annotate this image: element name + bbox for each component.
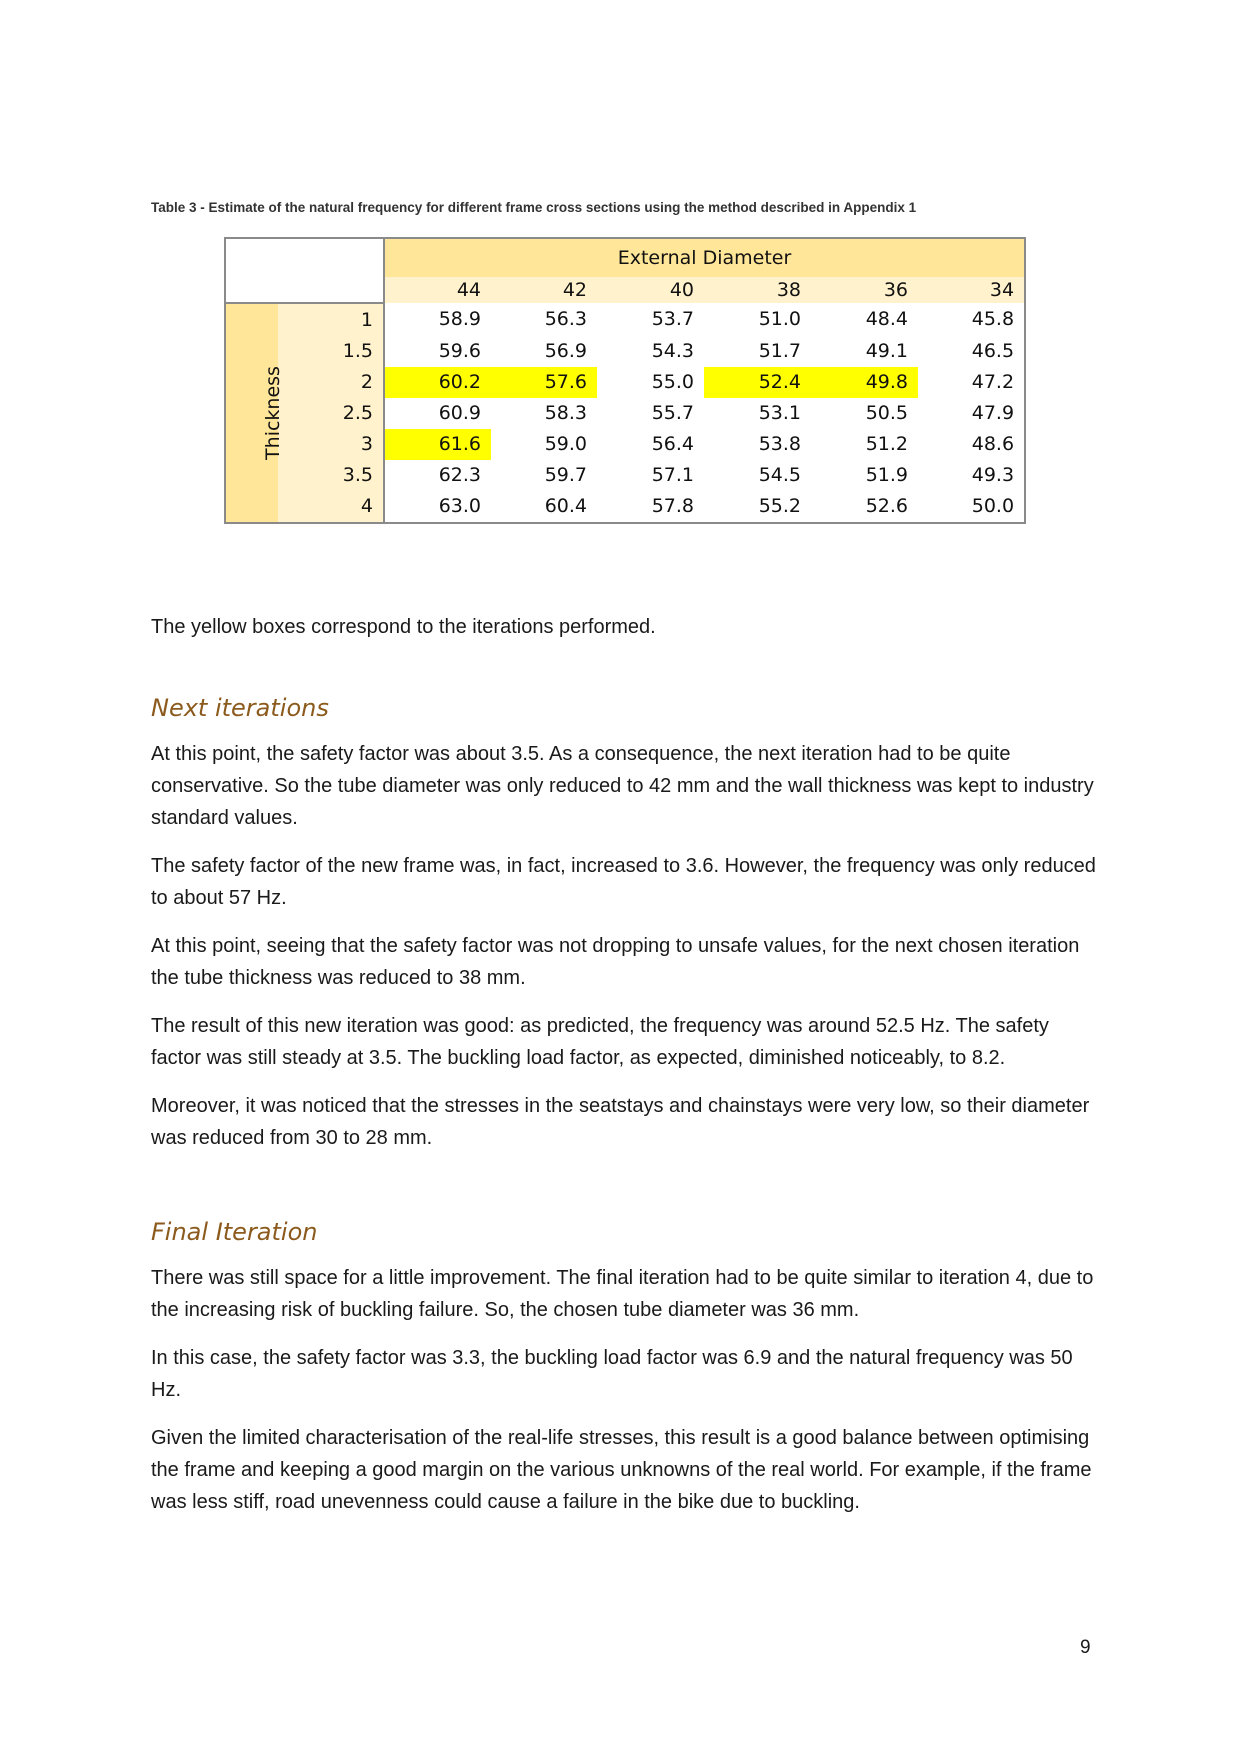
table-cell: 60.9	[384, 398, 491, 429]
table-cell: 49.3	[918, 460, 1024, 491]
table-caption: Table 3 - Estimate of the natural frequency for different frame cross sections using the method described in Appendix 1	[151, 200, 917, 215]
row-header-thickness: 1	[278, 303, 384, 335]
row-group-title	[226, 303, 284, 522]
paragraph: At this point, the safety factor was about 3.5. As a consequence, the next iteration had to be quite conservative. So the tube diameter was only reduced to 42 mm and the wall thickness was kept to industry standard values.	[151, 743, 1094, 829]
table-cell: 55.7	[597, 398, 704, 429]
table-row	[226, 491, 1024, 522]
table-corner-cell	[226, 239, 384, 303]
table-cell: 53.7	[597, 303, 704, 335]
table-row	[226, 460, 1024, 491]
table-cell: 48.6	[918, 429, 1024, 460]
table-row	[226, 335, 1024, 366]
row-header-thickness: 2.5	[278, 398, 384, 429]
table-cell-highlighted: 60.2	[384, 367, 491, 398]
intro-text: The yellow boxes correspond to the iterations performed.	[151, 616, 656, 638]
table-cell: 46.5	[918, 335, 1024, 366]
column-header-diameter: 42	[491, 277, 597, 303]
paragraph: Given the limited characterisation of the real-life stresses, this result is a good balance between optimising the frame and keeping a good margin on the various unknowns of the real world. For example, if the frame was less stiff, road unevenness could cause a failure in the bike due to buckling.	[151, 1427, 1092, 1513]
table-cell: 57.8	[597, 491, 704, 522]
table-cell: 45.8	[918, 303, 1024, 335]
frequency-table-body	[226, 239, 1024, 522]
table-cell: 50.5	[811, 398, 918, 429]
row-group-title-text: Thickness	[261, 366, 284, 460]
column-header-diameter: 34	[918, 277, 1024, 303]
paragraph: The result of this new iteration was good: as predicted, the frequency was around 52.5 Hz. The safety factor was still steady at 3.5. The buckling load factor, as expected, diminished noticeably, to 8.2.	[151, 1015, 1049, 1069]
paragraph: There was still space for a little improvement. The final iteration had to be quite similar to iteration 4, due to the increasing risk of buckling failure. So, the chosen tube diameter was 36 mm.	[151, 1267, 1094, 1321]
table-cell: 47.9	[918, 398, 1024, 429]
column-group-title: External Diameter	[384, 239, 1024, 277]
table-cell: 55.0	[597, 367, 704, 398]
column-header-diameter: 44	[384, 277, 491, 303]
section-heading-final-iteration: Final Iteration	[151, 1218, 318, 1246]
table-cell: 51.0	[704, 303, 811, 335]
table-row	[226, 303, 1024, 335]
paragraph: Moreover, it was noticed that the stresses in the seatstays and chainstays were very low, so their diameter was reduced from 30 to 28 mm.	[151, 1095, 1090, 1149]
column-header-diameter: 38	[704, 277, 811, 303]
column-header-diameter: 40	[597, 277, 704, 303]
table-cell: 47.2	[918, 367, 1024, 398]
table-cell: 56.4	[597, 429, 704, 460]
table-cell-highlighted: 61.6	[384, 429, 491, 460]
table-cell: 54.5	[704, 460, 811, 491]
paragraph: At this point, seeing that the safety factor was not dropping to unsafe values, for the next chosen iteration the tube thickness was reduced to 38 mm.	[151, 935, 1080, 989]
table-cell: 58.9	[384, 303, 491, 335]
paragraph: The safety factor of the new frame was, in fact, increased to 3.6. However, the frequency was only reduced to about 57 Hz.	[151, 855, 1096, 909]
table-cell: 49.1	[811, 335, 918, 366]
intro-paragraph	[151, 611, 1096, 659]
row-header-thickness: 1.5	[278, 335, 384, 366]
table-cell: 53.1	[704, 398, 811, 429]
table-cell: 55.2	[704, 491, 811, 522]
table-cell: 51.2	[811, 429, 918, 460]
table-cell: 62.3	[384, 460, 491, 491]
row-header-thickness: 2	[278, 367, 384, 398]
frequency-table	[226, 239, 1024, 522]
table-cell: 52.6	[811, 491, 918, 522]
table-cell: 59.7	[491, 460, 597, 491]
table-cell-highlighted: 49.8	[811, 367, 918, 398]
table-cell: 56.9	[491, 335, 597, 366]
table-cell: 48.4	[811, 303, 918, 335]
table-cell-highlighted: 57.6	[491, 367, 597, 398]
frequency-table-container	[224, 237, 1026, 524]
table-cell: 53.8	[704, 429, 811, 460]
table-cell: 59.6	[384, 335, 491, 366]
table-cell: 51.7	[704, 335, 811, 366]
row-header-thickness: 3.5	[278, 460, 384, 491]
table-row	[226, 367, 1024, 398]
final-iteration-body	[151, 1262, 1096, 1534]
table-cell: 51.9	[811, 460, 918, 491]
table-cell: 57.1	[597, 460, 704, 491]
table-cell: 63.0	[384, 491, 491, 522]
paragraph: In this case, the safety factor was 3.3, the buckling load factor was 6.9 and the natural frequency was 50 Hz.	[151, 1347, 1073, 1401]
table-cell: 60.4	[491, 491, 597, 522]
page-number: 9	[1080, 1637, 1091, 1658]
table-row	[226, 429, 1024, 460]
column-header-diameter: 36	[811, 277, 918, 303]
section-heading-next-iterations: Next iterations	[151, 694, 329, 722]
table-cell: 58.3	[491, 398, 597, 429]
table-row	[226, 398, 1024, 429]
table-cell-highlighted: 52.4	[704, 367, 811, 398]
next-iterations-body	[151, 738, 1096, 1170]
table-cell: 59.0	[491, 429, 597, 460]
table-cell: 54.3	[597, 335, 704, 366]
row-header-thickness: 4	[278, 491, 384, 522]
row-header-thickness: 3	[278, 429, 384, 460]
table-cell: 50.0	[918, 491, 1024, 522]
table-cell: 56.3	[491, 303, 597, 335]
